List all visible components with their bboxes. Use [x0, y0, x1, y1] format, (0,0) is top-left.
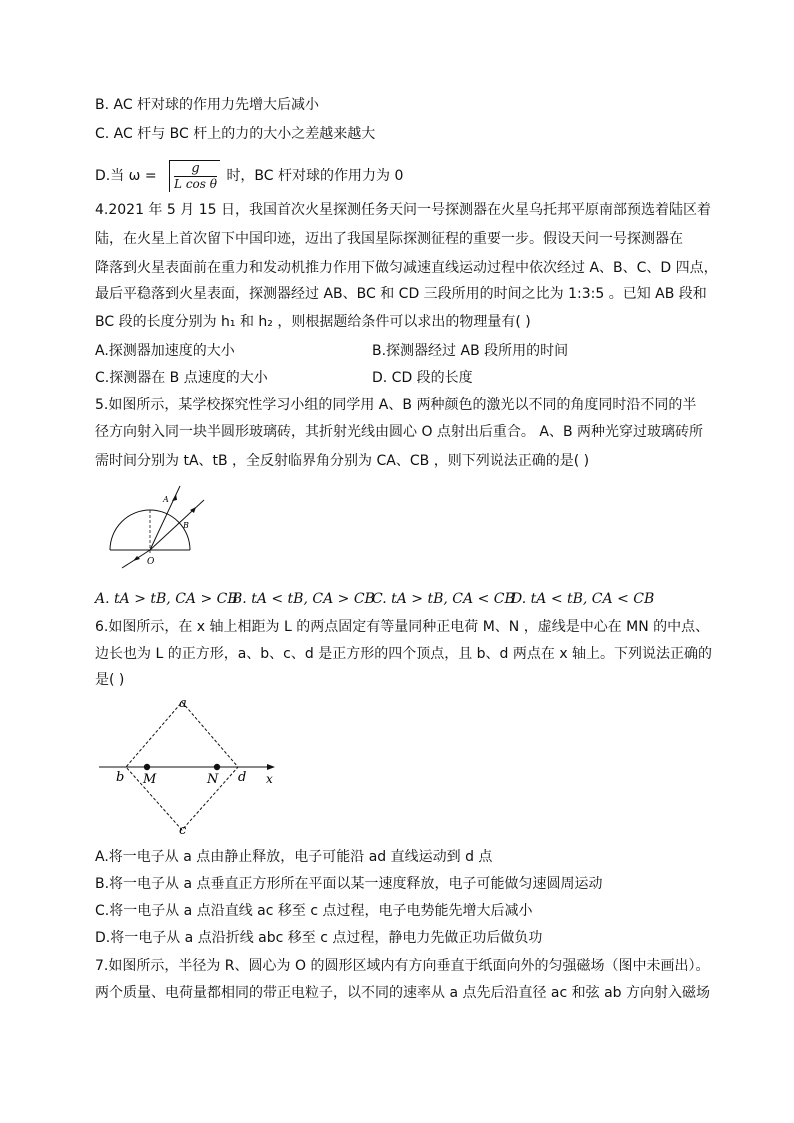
q7-stem-line-2: 两个质量、电荷量都相同的带正电粒子，以不同的速率从 a 点先后沿直径 ac 和弦 ab 方向射入磁场 [95, 985, 711, 1001]
q4-stem-line-4: 最后平稳落到火星表面，探测器经过 AB、BC 和 CD 三段所用的时间之比为 1:3:5 。已知 AB 段和 [95, 286, 707, 302]
q3-option-d-sqrt [163, 160, 220, 192]
vertex-d-label: d [238, 770, 247, 785]
x-axis-arrow [267, 764, 275, 770]
charge-m-label: M [143, 772, 157, 787]
q6-square-charges-figure [95, 692, 285, 837]
q4-option-a: A.探测器加速度的大小 [95, 343, 235, 359]
q3-option-d-suffix: 时，BC 杆对球的作用力为 0 [226, 168, 404, 184]
q5-stem-line-1: 5.如图所示，某学校探究性学习小组的同学用 A、B 两种颜色的激光以不同的角度同时沿不同的半 [95, 397, 697, 413]
q3-option-b: B. AC 杆对球的作用力先增大后减小 [95, 97, 320, 113]
q6-option-c: C.将一电子从 a 点沿直线 ac 移至 c 点过程，电子电势能先增大后减小 [95, 903, 533, 919]
q5-option-a: A. tA > tB, CA > CB [95, 591, 238, 607]
q6-option-a: A.将一电子从 a 点由静止释放，电子可能沿 ad 直线运动到 d 点 [95, 849, 493, 865]
charge-m [144, 764, 150, 770]
q5-stem-line-3: 需时间分别为 tA、tB ，全反射临界角分别为 CA、CB ，则下列说法正确的是( ) [95, 453, 590, 469]
q3-option-d-prefix: D.当 ω = [95, 168, 157, 184]
q3-option-d-numerator: g [174, 161, 217, 177]
q4-option-c: C.探测器在 B 点速度的大小 [95, 370, 268, 386]
ray-b [150, 500, 204, 550]
vertex-a-label: a [179, 696, 187, 711]
q6-option-d: D.将一电子从 a 点沿折线 abc 移至 c 点过程，静电力先做正功后做负功 [95, 930, 543, 946]
q6-stem-line-2: 边长也为 L 的正方形，a、b、c、d 是正方形的四个顶点，且 b、d 两点在 x 轴上。下列说法正确的 [95, 646, 713, 662]
charge-n [214, 764, 220, 770]
vertex-c-label: c [179, 823, 187, 837]
charge-n-label: N [207, 772, 219, 787]
q4-option-b: B.探测器经过 AB 段所用的时间 [372, 343, 569, 359]
q3-option-c: C. AC 杆与 BC 杆上的力的大小之差越来越大 [95, 126, 376, 142]
q4-option-d: D. CD 段的长度 [372, 370, 473, 386]
q6-stem-line-3: 是( ) [95, 672, 125, 688]
q4-stem-line-1: 4.2021 年 5 月 15 日，我国首次火星探测任务天问一号探测器在火星乌托邦平原南部预选着陆区着 [95, 202, 711, 218]
q5-option-d: D. tA < tB, CA < CB [511, 591, 655, 607]
label-o: O [147, 557, 155, 567]
q5-option-b: B. tA < tB, CA > CB [232, 591, 375, 607]
q4-stem-line-3: 降落到火星表面前在重力和发动机推力作用下做匀减速直线运动过程中依次经过 A、B、C、D 四点， [95, 260, 718, 276]
label-b: B [183, 521, 189, 530]
q3-option-d [95, 160, 403, 192]
q4-stem-line-5: BC 段的长度分别为 h₁ 和 h₂ ，则根据题给条件可以求出的物理量有( ) [95, 314, 531, 330]
vertex-b-label: b [116, 770, 125, 785]
label-a: A [163, 495, 169, 504]
q5-option-c: C. tA > tB, CA < CB [372, 591, 515, 607]
q6-option-b: B.将一电子从 a 点垂直正方形所在平面以某一速度释放，电子可能做匀速圆周运动 [95, 876, 603, 892]
q5-semicircle-glass-figure [108, 482, 218, 572]
q5-stem-line-2: 径方向射入同一块半圆形玻璃砖，其折射光线由圆心 O 点射出后重合。 A、B 两种光穿过玻璃砖所 [95, 424, 703, 440]
q6-stem-line-1: 6.如图所示，在 x 轴上相距为 L 的两点固定有等量同种正电荷 M、N ，虚线是中心在 MN 的中点、 [95, 619, 710, 635]
q7-stem-line-1: 7.如图所示，半径为 R、圆心为 O 的圆形区域内有方向垂直于纸面向外的匀强磁场（图中未画出）。 [95, 958, 710, 974]
x-axis-label: x [266, 772, 273, 786]
q3-option-d-denominator: L cos θ [174, 177, 217, 191]
q4-stem-line-2: 陆，在火星上首次留下中国印迹，迈出了我国星际探测征程的重要一步。假设天问一号探测器在 [95, 231, 683, 247]
dashed-square [126, 702, 238, 830]
